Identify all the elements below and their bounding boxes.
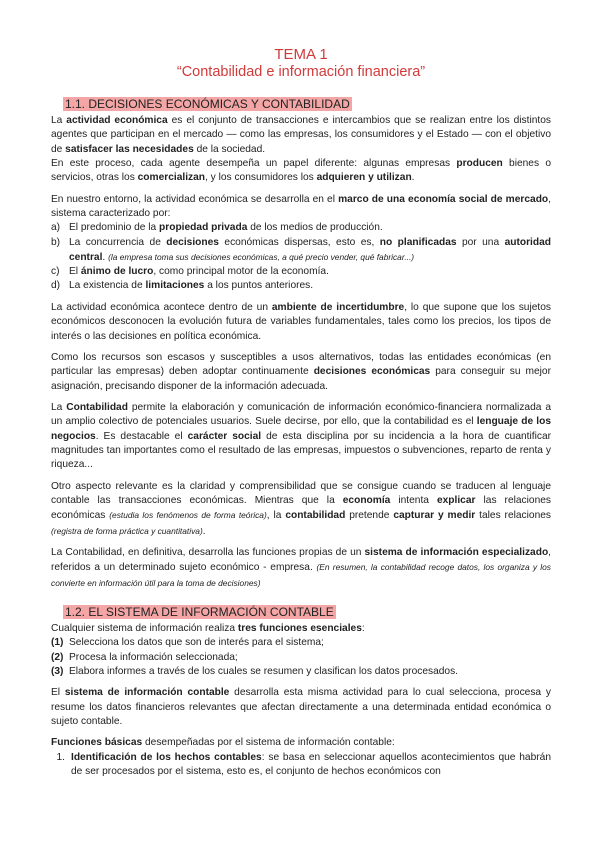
- document-subtitle: “Contabilidad e información financiera”: [176, 64, 426, 80]
- list-caracteristicas: [51, 221, 551, 293]
- list-item: d) La existencia de limitaciones a los puntos anteriores.: [51, 280, 314, 292]
- list-item: (3) Elabora informes a través de los cuales se resumen y clasifican los datos procesados.: [51, 665, 459, 677]
- list-item: (1) Selecciona los datos que son de interés para el sistema;: [51, 637, 324, 649]
- paragraph-incertidumbre: La actividad económica acontece dentro de un ambiente de incertidumbre, lo que supone que los sujetos económicos desconocen la evolución futura de variables fundamentales, tales como los precios, los tipos de interés o las decisiones en política económica.: [51, 301, 551, 342]
- list-item: 1. Identificación de los hechos contables: se basa en seleccionar aquellos acontecimientos que habrán de ser procesados por el sistema, esto es, el conjunto de hechos económicos con: [56, 751, 551, 778]
- paragraph-actividad-economica: La actividad económica es el conjunto de transacciones e intercambios que se realizan entre los distintos agentes que participan en el mercado — como las empresas, los consumidores y el Estado — con el objetivo de satisfacer las necesidades de la sociedad.: [51, 115, 552, 155]
- document-page: [51, 46, 551, 779]
- paragraph-recursos-escasos: Como los recursos son escasos y susceptibles a usos alternativos, todas las entidades económicas (en particular las empresas) deben adoptar continuamente decisiones económicas para conseguir su mejor asignación, precisando disponer de la información adecuada.: [51, 352, 551, 392]
- list-item: c) El ánimo de lucro, como principal motor de la economía.: [51, 266, 329, 278]
- section-heading-1-1: 1.1. DECISIONES ECONÓMICAS Y CONTABILIDAD: [65, 97, 350, 111]
- paragraph-claridad: Otro aspecto relevante es la claridad y comprensibilidad que se consigue cuando se traducen al lenguaje contable las transacciones económicas. Mientras que la economía intenta explicar las relaciones económicas (estudia los fenómenos de forma teórica), la contabilidad pretende capturar y medir tales relaciones (registra de forma práctica y cuantitativa).: [51, 480, 551, 537]
- list-item: (2) Procesa la información seleccionada;: [51, 651, 238, 663]
- paragraph-contabilidad: La Contabilidad permite la elaboración y comunicación de información económico-financiera normalizada a un amplio colectivo de potenciales usuarios. Suele decirse, por ello, que la contabilidad es el lenguaje de los negocios. Es destacable el carácter social de esta disciplina por su incidencia a la hora de cuantificar magnitudes tan importantes como el resultado de las empresas, impuestos o subvenciones, reparto de renta y riqueza...: [51, 402, 552, 471]
- paragraph-agentes: En este proceso, cada agente desempeña un papel diferente: algunas empresas producen bienes o servicios, otras los comercializan, y los consumidores los adquieren y utilizan.: [51, 157, 551, 184]
- list-item: a) El predominio de la propiedad privada de los medios de producción.: [51, 222, 383, 234]
- section-heading-1-2: 1.2. EL SISTEMA DE INFORMACIÓN CONTABLE: [65, 605, 334, 620]
- list-funciones-esenciales: [51, 636, 551, 679]
- paragraph-sistema-informacion: La Contabilidad, en definitiva, desarrolla las funciones propias de un sistema de información especializado, referidos a un determinado sujeto económico - empresa. (En resumen, la contabilidad recoge datos, los organiza y los convierte en información útil para la toma de decisiones): [51, 547, 552, 588]
- paragraph-economia-social: En nuestro entorno, la actividad económica se desarrolla en el marco de una economía social de mercado, sistema caracterizado por:: [51, 193, 551, 219]
- list-funciones-basicas: [51, 751, 551, 780]
- document-title: TEMA 1: [274, 46, 328, 63]
- paragraph-tres-funciones: Cualquier sistema de información realiza tres funciones esenciales:: [51, 623, 365, 635]
- paragraph-funciones-basicas: Funciones básicas desempeñadas por el sistema de información contable:: [51, 737, 395, 749]
- list-item: b) La concurrencia de decisiones económicas dispersas, esto es, no planificadas por una autoridad central. (la empresa toma sus decisiones económicas, a qué precio vender, qué fabricar...): [51, 236, 551, 263]
- paragraph-sistema-contable: El sistema de información contable desarrolla esta misma actividad para lo cual selecciona, procesa y resume los datos financieros relevantes que afectan directamente a una determinada entidad económica o sujeto contable.: [51, 687, 551, 727]
